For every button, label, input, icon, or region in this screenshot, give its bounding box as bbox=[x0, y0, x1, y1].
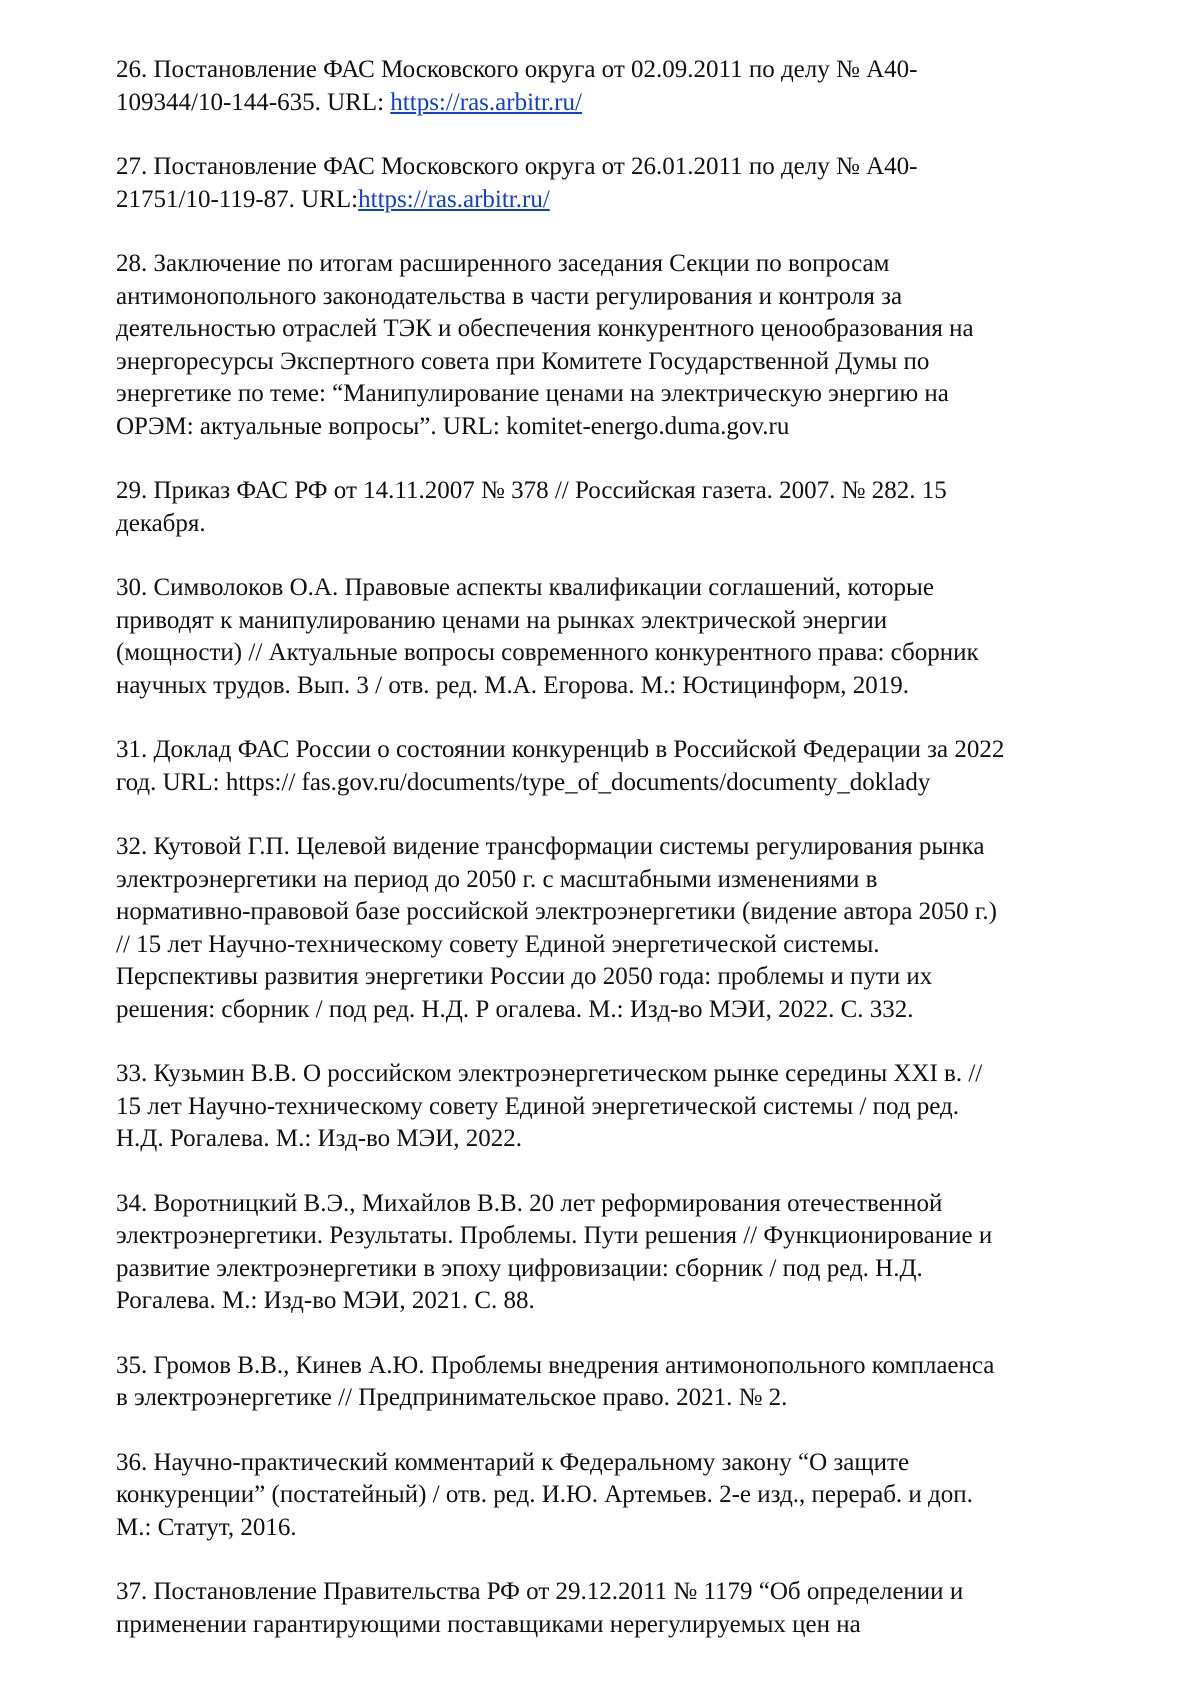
reference-text: 37. Постановление Правительства РФ от 29.12.2011 № 1179 “Об определении и применении гарантирующими поставщиками нерегулируемых цен на bbox=[116, 1578, 964, 1638]
reference-text: 33. Кузьмин В.В. О российском электроэнергетическом рынке середины XXI в. // 15 лет Научно-техническому совету Единой энергетической системы / под ред. Н.Д. Рогалева. М.: Изд-во МЭИ, 2022. bbox=[116, 1060, 983, 1152]
reference-32 bbox=[116, 831, 1126, 1026]
reference-text: 31. Доклад ФАС России о состоянии конкуренциb в Российской Федерации за 2022 год. URL: https:// fas.gov.ru/documents/type_of_documents/documenty_doklady bbox=[116, 736, 1005, 796]
reference-30 bbox=[116, 572, 1126, 702]
reference-26 bbox=[116, 54, 1126, 119]
reference-link[interactable]: https://ras.arbitr.ru/ bbox=[390, 88, 582, 116]
reference-text: 27. Постановление ФАС Московского округа от 26.01.2011 по делу № А40- 21751/10-119-87. URL: bbox=[116, 153, 918, 213]
reference-text: 26. Постановление ФАС Московского округа от 02.09.2011 по делу № А40- 109344/10-144-635. URL: bbox=[116, 56, 918, 116]
reference-list bbox=[116, 54, 1126, 1673]
reference-link[interactable]: https://ras.arbitr.ru/ bbox=[358, 185, 550, 213]
reference-35 bbox=[116, 1350, 1126, 1415]
reference-37 bbox=[116, 1576, 1126, 1641]
reference-text: 32. Кутовой Г.П. Целевой видение трансформации системы регулирования рынка электроэнергетики на период до 2050 г. с масштабными изменениями в нормативно-правовой базе российской электроэнергетики (видение автора 2050 г.) // 15 лет Научно-техническому совету Единой энергетической системы. Перспективы развития энергетики России до 2050 года: проблемы и пути их решения: сборник / под ред. Н.Д. Р огалева. М.: Изд-во МЭИ, 2022. С. 332. bbox=[116, 833, 997, 1023]
reference-text: 36. Научно-практический комментарий к Федеральному закону “О защите конкуренции” (постатейный) / отв. ред. И.Ю. Артемьев. 2-е изд., перераб. и доп. М.: Статут, 2016. bbox=[116, 1448, 973, 1541]
reference-text: 28. Заключение по итогам расширенного заседания Секции по вопросам антимонопольного законодательства в части регулирования и контроля за деятельностью отраслей ТЭК и обеспечения конкурентного ценообразования на энергоресурсы Экспертного совета при Комитете Государственной Думы по энергетике по теме: “Манипулирование ценами на электрическую энергию на ОРЭМ: актуальные вопросы”. URL: komitet-energo.duma.gov.ru bbox=[116, 250, 974, 440]
reference-28 bbox=[116, 248, 1126, 443]
reference-text: 29. Приказ ФАС РФ от 14.11.2007 № 378 // Российская газета. 2007. № 282. 15 декабря. bbox=[116, 477, 947, 537]
reference-31 bbox=[116, 734, 1126, 799]
reference-text: 35. Громов В.В., Кинев А.Ю. Проблемы внедрения антимонопольного комплаенса в электроэнергетике // Предпринимательское право. 2021. № 2. bbox=[116, 1351, 995, 1411]
reference-34 bbox=[116, 1188, 1126, 1318]
reference-text: 34. Воротницкий В.Э., Михайлов В.В. 20 лет реформирования отечественной электроэнергетики. Результаты. Проблемы. Пути решения // Функционирование и развитие электроэнергетики в эпоху цифровизации: сборник / под ред. Н.Д. Рогалева. М.: Изд-во МЭИ, 2021. С. 88. bbox=[116, 1189, 993, 1314]
reference-text: 30. Символоков О.А. Правовые аспекты квалификации соглашений, которые приводят к манипулированию ценами на рынках электрической энергии (мощности) // Актуальные вопросы современного конкурентного права: сборник научных трудов. Вып. 3 / отв. ред. М.А. Егорова. М.: Юстицинформ, 2019. bbox=[116, 574, 979, 699]
reference-36 bbox=[116, 1447, 1126, 1545]
reference-33 bbox=[116, 1058, 1126, 1156]
reference-27 bbox=[116, 151, 1126, 216]
reference-29 bbox=[116, 475, 1126, 540]
